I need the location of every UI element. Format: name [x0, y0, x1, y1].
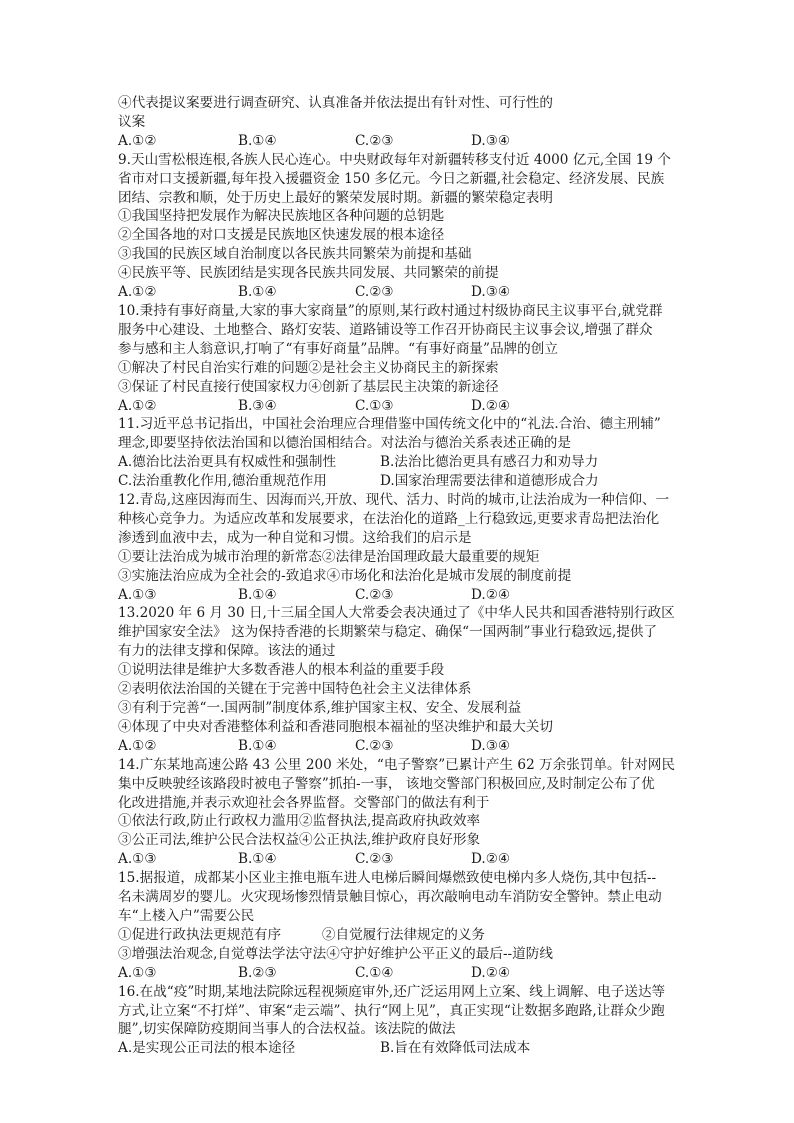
- option-d: D.③④: [471, 284, 511, 301]
- option-c: C.②③: [355, 737, 394, 754]
- question-15: [118, 869, 684, 982]
- option-b: B.①④: [238, 851, 277, 868]
- answer-item: ③增强法治观念,自觉尊法学法守法④守护好维护公平正义的最后--道防线: [118, 945, 553, 962]
- option-d: D.②④: [471, 851, 511, 868]
- answer-item: ②全国各地的对口支援是民族地区快速发展的根本途径: [118, 227, 445, 244]
- answer-options: [118, 397, 684, 416]
- question-stem: 有力的法律支撑和保障。该法的通过: [118, 643, 336, 660]
- question-stem: 16.在战“疫”时期,某地法院除远程视频庭审外,还广泛运用网上立案、线上调解、电子送达等: [118, 983, 666, 1000]
- answer-item: ①要让法治成为城市治理的新常态②法律是治国理政最大最重要的规矩: [118, 548, 540, 565]
- question-16: [118, 983, 684, 1059]
- question-stem: 11.习近平总书记指出，中国社会治理应合理借鉴中国传统文化中的“礼法.合治、德主刑辅”: [118, 416, 661, 433]
- question-stem: 种核心竞争力。为适应改革和发展要求，在法治化的道路_上行稳致远,更要求青岛把法治化: [118, 510, 660, 527]
- option-a: A.①②: [118, 737, 157, 754]
- option-b: B.法治比德治更具有感召力和劝导力: [380, 454, 599, 471]
- question-stem: 15.据报道，成都某小区业主推电瓶车进人电梯后瞬间爆燃致使电梯内多人烧伤,其中包括--: [118, 870, 657, 887]
- answer-item: ③我国的民族区域自治制度以各民族共同繁荣为前提和基础: [118, 246, 472, 263]
- question-14: [118, 756, 684, 869]
- question-11: [118, 415, 684, 491]
- answer-item: ①我国坚持把发展作为解决民族地区各种问题的总钥匙: [118, 208, 445, 225]
- question-13: [118, 604, 684, 755]
- option-c: C.①④: [355, 964, 394, 981]
- answer-options: [118, 737, 684, 756]
- question-stem: 方式,让立案“不打烊”、审案“走云端”、执行“网上见”，真正实现“让数据多跑路,让群众少跑: [118, 1002, 665, 1019]
- answer-options: [118, 132, 684, 151]
- option-b: B.③④: [238, 397, 277, 414]
- option-c: C.②③: [355, 132, 394, 149]
- exam-page: [118, 94, 684, 1058]
- answer-options: [118, 472, 684, 491]
- answer-options: [118, 453, 684, 472]
- answer-options: [118, 283, 684, 302]
- answer-item: ①依法行政,防止行政权力滥用②监督执法,提高政府执政效率: [118, 813, 481, 830]
- question-stem: 服务中心建设、土地整合、路灯安装、道路铺设等工作召开协商民主议事会议,增强了群众: [118, 321, 653, 338]
- question-stem: 14.广东某地高速公路 43 公里 200 米处，“电子警察”已累计产生 62 万余张罚单。针对网民: [118, 756, 675, 773]
- question-10: [118, 302, 684, 415]
- option-b: B.①④: [238, 284, 277, 301]
- option-b: B.①④: [238, 586, 277, 603]
- option-a: A.①②: [118, 132, 157, 149]
- option-d: D.②④: [471, 397, 511, 414]
- question-stem: 10.秉持有事好商量,大家的事大家商量”的原则,某行政村通过村级协商民主议事平台,就党群: [118, 302, 663, 319]
- question-stem: 车“上楼入户”需要公民: [118, 907, 255, 924]
- option-a: A.是实现公正司法的根本途径: [118, 1040, 296, 1057]
- option-b: B.①④: [238, 737, 277, 754]
- question-9: [118, 151, 684, 302]
- question-stem: 9.天山雪松根连根,各族人民心连心。中央财政每年对新疆转移支付近 4000 亿元,全国 19 个: [118, 151, 671, 168]
- option-a: A.德治比法治更具有权威性和强制性: [118, 454, 337, 471]
- answer-item: ①说明法律是维护大多数香港人的根本利益的重要手段: [118, 662, 445, 679]
- option-a: A.①③: [118, 851, 157, 868]
- option-d: D.②④: [471, 586, 511, 603]
- option-d: D.③④: [471, 737, 511, 754]
- option-b: B.①④: [238, 132, 277, 149]
- question-stem: 名未满周岁的婴儿。火灾现场惨烈情景触目惊心，再次敲响电动车消防安全警钟。禁止电动: [118, 889, 662, 906]
- question-stem: 渗透到血液中去，成为一种自觉和习惯。这给我们的启示是: [118, 529, 472, 546]
- answer-options: [118, 1039, 684, 1058]
- option-c: C.②③: [355, 586, 394, 603]
- question-stem: 腿”,切实保障防疫期间当事人的合法权益。该法院的做法: [118, 1021, 456, 1038]
- option-c: C.法治重教化作用,德治重规范作用: [118, 473, 327, 490]
- answer-item: ①促进行政执法更规范有序 ②自觉履行法律规定的义务: [118, 926, 486, 943]
- option-c: C.②③: [355, 851, 394, 868]
- question-stem: 13.2020 年 6 月 30 日,十三届全国人大常委会表决通过了《中华人民共和国香港特别行政区: [118, 605, 675, 622]
- answer-item: ②表明依法治国的关键在于完善中国特色社会主义法律体系: [118, 681, 472, 698]
- option-d: D.国家治理需要法律和道德形成合力: [380, 473, 599, 490]
- question-stem: 省市对口支援新疆,每年投入援疆资金 150 多亿元。今日之新疆,社会稳定、经济发展、民族: [118, 170, 665, 187]
- option-c: C.②③: [355, 284, 394, 301]
- option-b: B.②③: [238, 964, 277, 981]
- answer-item: ③实施法治应成为全社会的-致追求④市场化和法治化是城市发展的制度前提: [118, 567, 572, 584]
- option-a: A.①③: [118, 586, 157, 603]
- option-a: A.①③: [118, 964, 157, 981]
- question-stem: 化改进措施,并表示欢迎社会各界监督。交警部门的做法有利于: [118, 794, 490, 811]
- option-c: C.①③: [355, 397, 394, 414]
- option-d: D.③④: [471, 132, 511, 149]
- answer-options: [118, 586, 684, 605]
- answer-options: [118, 850, 684, 869]
- answer-item: ①解决了村民自治实行难的问题②是社会主义协商民主的新探索: [118, 359, 499, 376]
- answer-item: ④体现了中央对香港整体利益和香港同胞根本福祉的坚决维护和最大关切: [118, 718, 553, 735]
- option-d: D.②④: [471, 964, 511, 981]
- answer-item: ③公正司法,维护公民合法权益④公正执法,维护政府良好形象: [118, 832, 481, 849]
- question-12: [118, 491, 684, 604]
- question-stem: 参与感和主人翁意识,打响了“有事好商量”品牌。“有事好商量”品牌的创立: [118, 340, 558, 357]
- question-8-tail: [118, 94, 684, 151]
- answer-item: ③有利于完善“一.国两制”制度体系,维护国家主权、安全、发展利益: [118, 700, 522, 716]
- answer-item: ④代表提议案要进行调查研究、认真准备并依法提出有针对性、可行性的: [118, 95, 553, 111]
- question-stem: 团结、宗教和顺，处于历史上最好的繁荣发展时期。新疆的繁荣稳定表明: [118, 189, 553, 206]
- answer-item: 议案: [118, 113, 146, 130]
- option-b: B.旨在有效降低司法成本: [380, 1040, 531, 1057]
- answer-options: [118, 964, 684, 983]
- question-stem: 理念,即要坚持依法治国和以德治国相结合。对法治与德治关系表述正确的是: [118, 435, 571, 452]
- question-stem: 12.青岛,这座因海而生、因海而兴,开放、现代、活力、时尚的城市,让法治成为一种信仰、一: [118, 492, 670, 509]
- answer-item: ④民族平等、民族团结是实现各民族共同发展、共同繁荣的前提: [118, 265, 499, 282]
- option-a: A.①②: [118, 397, 157, 414]
- question-stem: 集中反映驶经该路段时被电子警察”抓拍-一事， 该地交警部门积极回应,及时制定公布了优: [118, 775, 655, 792]
- option-a: A.①②: [118, 284, 157, 301]
- answer-item: ③保证了村民直接行使国家权力④创新了基层民主决策的新途径: [118, 378, 499, 395]
- question-stem: 维护国家安全法》 这为保持香港的长期繁荣与稳定、确保“一国两制”事业行稳致远,提供了: [118, 624, 658, 641]
